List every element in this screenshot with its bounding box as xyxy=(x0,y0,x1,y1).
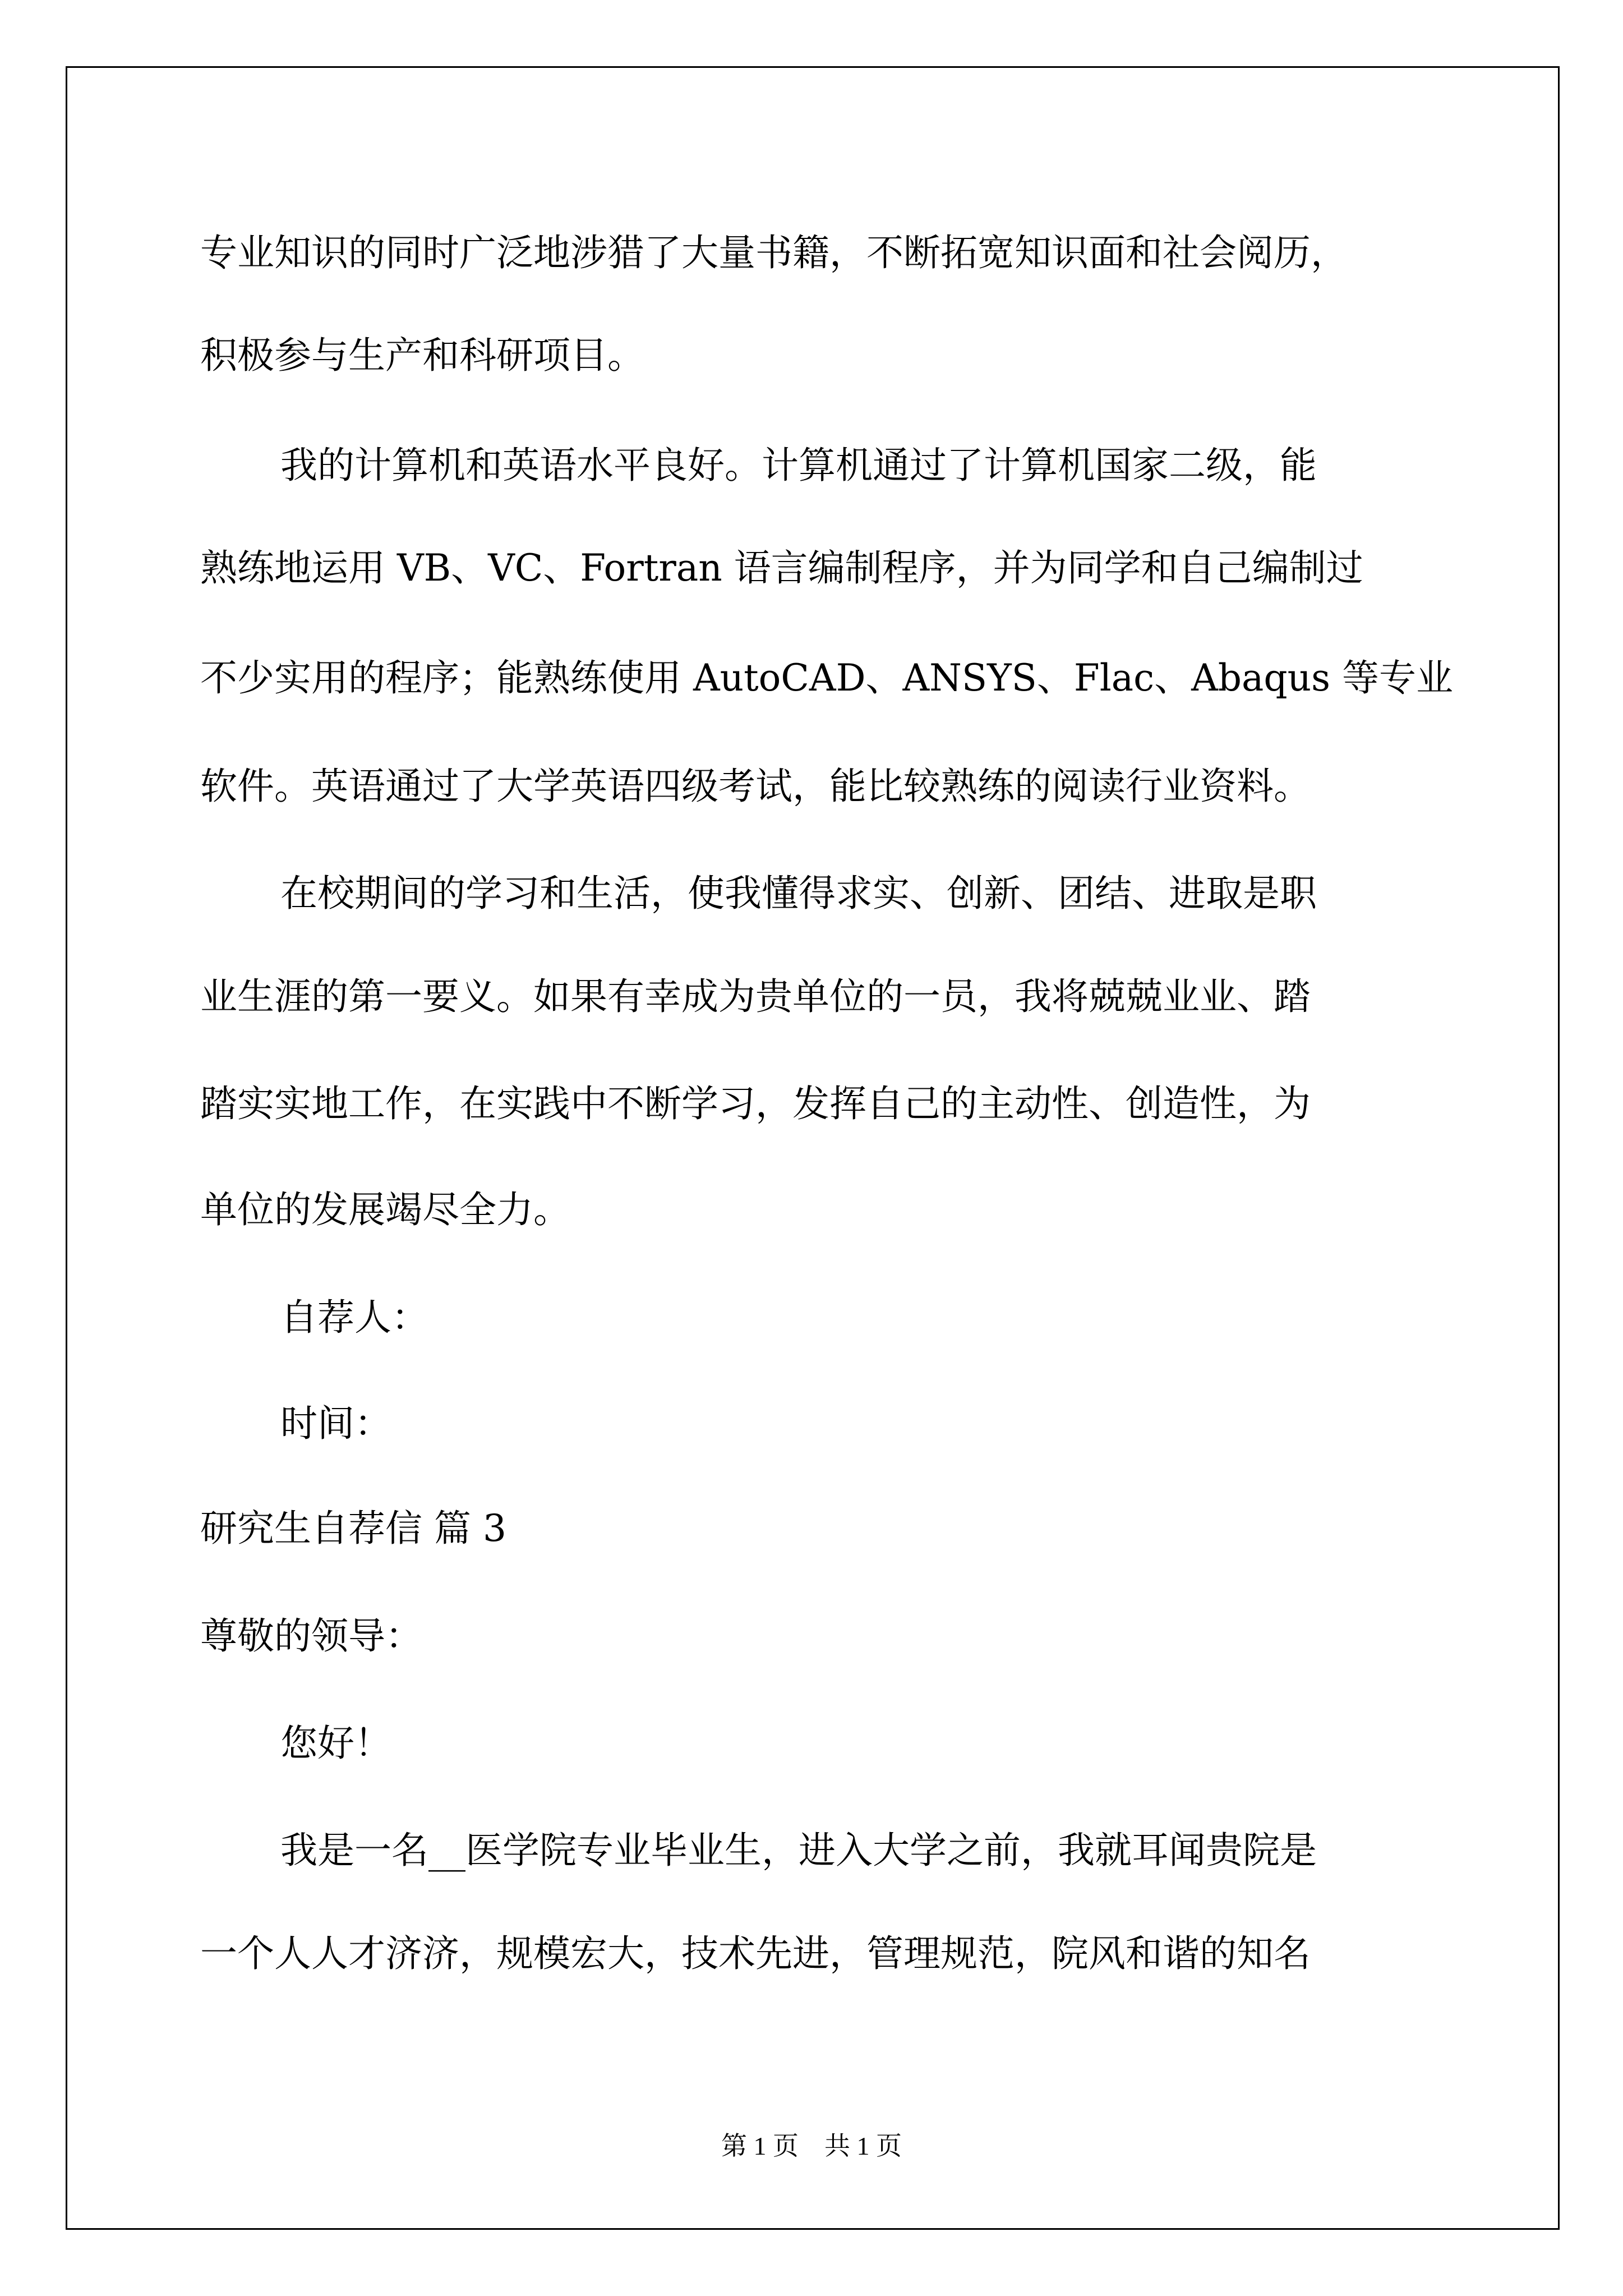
text-line: 积极参与生产和科研项目。 xyxy=(200,334,644,377)
text-line: 在校期间的学习和生活，使我懂得求实、创新、团结、进取是职 xyxy=(280,872,1317,915)
text-line: 软件。英语通过了大学英语四级考试，能比较熟练的阅读行业资料。 xyxy=(200,765,1311,808)
greeting: 您好！ xyxy=(280,1722,391,1765)
text-line: 业生涯的第一要义。如果有幸成为贵单位的一员，我将兢兢业业、踏 xyxy=(200,975,1311,1018)
text-line: 专业知识的同时广泛地涉猎了大量书籍，不断拓宽知识面和社会阅历， xyxy=(200,231,1348,274)
text-line: 我是一名__医学院专业毕业生，进入大学之前，我就耳闻贵院是 xyxy=(280,1829,1317,1872)
date-label: 时间： xyxy=(280,1402,391,1445)
salutation: 尊敬的领导： xyxy=(200,1614,422,1658)
text-line: 不少实用的程序；能熟练使用 AutoCAD、ANSYS、Flac、Abaqus 等专业 xyxy=(200,656,1453,700)
page-footer: 第 1 页 共 1 页 xyxy=(721,2132,902,2160)
signature-label: 自荐人： xyxy=(280,1296,428,1339)
text-line: 单位的发展竭尽全力。 xyxy=(200,1188,570,1231)
text-line: 踏实实地工作，在实践中不断学习，发挥自己的主动性、创造性，为 xyxy=(200,1082,1311,1125)
text-line: 熟练地运用 VB、VC、Fortran 语言编制程序，并为同学和自己编制过 xyxy=(200,546,1363,590)
page-border xyxy=(66,66,1560,2230)
text-line: 一个人人才济济，规模宏大，技术先进，管理规范，院风和谐的知名 xyxy=(200,1932,1311,1975)
section-heading: 研究生自荐信 篇 3 xyxy=(200,1507,506,1550)
text-line: 我的计算机和英语水平良好。计算机通过了计算机国家二级，能 xyxy=(280,444,1317,487)
